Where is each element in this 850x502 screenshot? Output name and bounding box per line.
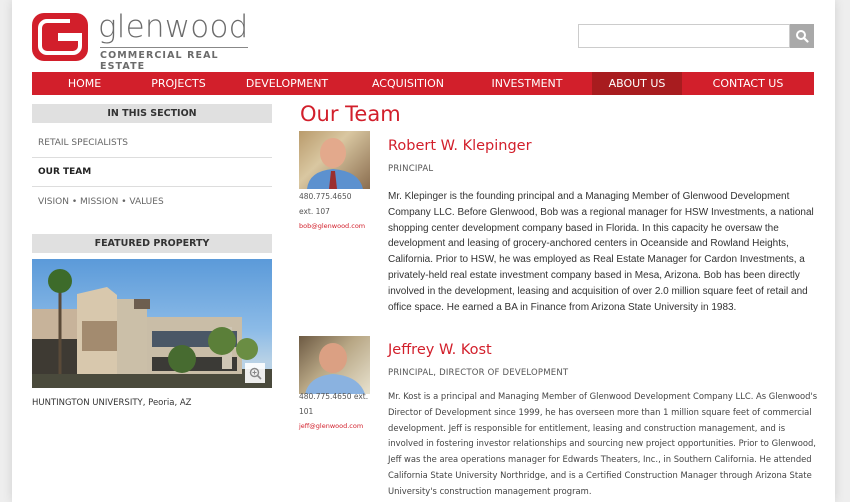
- member-phone: 480.775.4650 ext.: [299, 392, 369, 401]
- nav-contact-us[interactable]: CONTACT US: [712, 77, 784, 90]
- member-role: PRINCIPAL, DIRECTOR OF DEVELOPMENT: [388, 368, 569, 378]
- nav-acquisition[interactable]: ACQUISITION: [371, 77, 445, 90]
- sidebar-item-vision-mission-values[interactable]: VISION • MISSION • VALUES: [38, 197, 164, 207]
- member-ext: 101: [299, 407, 314, 416]
- featured-property-header: FEATURED PROPERTY: [32, 234, 272, 253]
- brand-tagline: COMMERCIAL REAL ESTATE: [100, 50, 219, 72]
- member-contact: [299, 189, 379, 234]
- member-contact: [299, 389, 379, 434]
- zoom-in-icon: [249, 367, 262, 380]
- featured-property-caption[interactable]: HUNTINGTON UNIVERSITY, Peoria, AZ: [32, 398, 192, 408]
- member-name: Jeffrey W. Kost: [388, 342, 492, 358]
- member-photo: [299, 131, 370, 189]
- sidebar-item-retail-specialists[interactable]: RETAIL SPECIALISTS: [32, 129, 272, 158]
- search-input[interactable]: [578, 24, 790, 48]
- nav-investment[interactable]: INVESTMENT: [491, 77, 563, 90]
- page-container: [12, 0, 835, 502]
- main-nav: [32, 72, 814, 95]
- brand-name: glenwood: [98, 9, 249, 45]
- glenwood-g-logo-icon: [32, 13, 88, 61]
- nav-about-us[interactable]: ABOUT US: [592, 72, 682, 95]
- member-email-link[interactable]: bob@glenwood.com: [299, 222, 366, 230]
- member-email-link[interactable]: jeff@glenwood.com: [299, 422, 364, 430]
- member-phone: 480.775.4650: [299, 192, 352, 201]
- member-role: PRINCIPAL: [388, 164, 434, 174]
- member-photo: [299, 336, 370, 394]
- page-title: Our Team: [300, 102, 401, 126]
- enlarge-image-button[interactable]: [245, 363, 265, 383]
- section-header: IN THIS SECTION: [32, 104, 272, 123]
- member-bio: Mr. Klepinger is the founding principal and a Managing Member of Glenwood Development Company LLC. Before Glenwood, Bob was a regional manager for HSW Investments, a national shopping center development company based in Florida. In this capacity he oversaw the development and leasing of grocery-anchored centers in Oceanside and Rowland Heights, California. Prior to HSW, he was employed as Real Estate Manager for Cardon Investments, a privately-held real estate investment company based in Mesa, Arizona. Bob has been directly involved in the development, leasing and acquisition of over 2.0 million square feet of retail and office space. He earned a BA in Finance from Arizona State University in 1983.: [388, 191, 814, 313]
- logo-link[interactable]: [32, 9, 262, 72]
- nav-development[interactable]: DEVELOPMENT: [245, 77, 329, 90]
- member-name: Robert W. Klepinger: [388, 138, 532, 154]
- sidebar-item-our-team[interactable]: OUR TEAM: [32, 158, 272, 187]
- search-button[interactable]: [790, 24, 814, 48]
- featured-property-image[interactable]: [32, 259, 272, 388]
- building-photo: [32, 259, 272, 388]
- nav-home[interactable]: HOME: [67, 77, 102, 90]
- search-form: [578, 24, 814, 48]
- nav-projects[interactable]: PROJECTS: [151, 77, 206, 90]
- search-icon: [795, 29, 809, 43]
- logo-divider: [100, 47, 248, 48]
- member-ext: ext. 107: [299, 207, 330, 216]
- member-bio: Mr. Kost is a principal and Managing Member of Glenwood Development Company LLC. As Glenwood's Director of Development since 1999, he has overseen more than 1 million square feet of commercial development. Jeff is responsible for entitlement, leasing and construction management, and is involved in fostering investor relationships and sourcing new project opportunities. Prior to Glenwood, Jeff was the area operations manager for Edwards Theaters, Inc., in Southern California. He attended California State University Northridge, and is a Certified Construction Manager through Arizona State University's construction management program.: [388, 391, 818, 496]
